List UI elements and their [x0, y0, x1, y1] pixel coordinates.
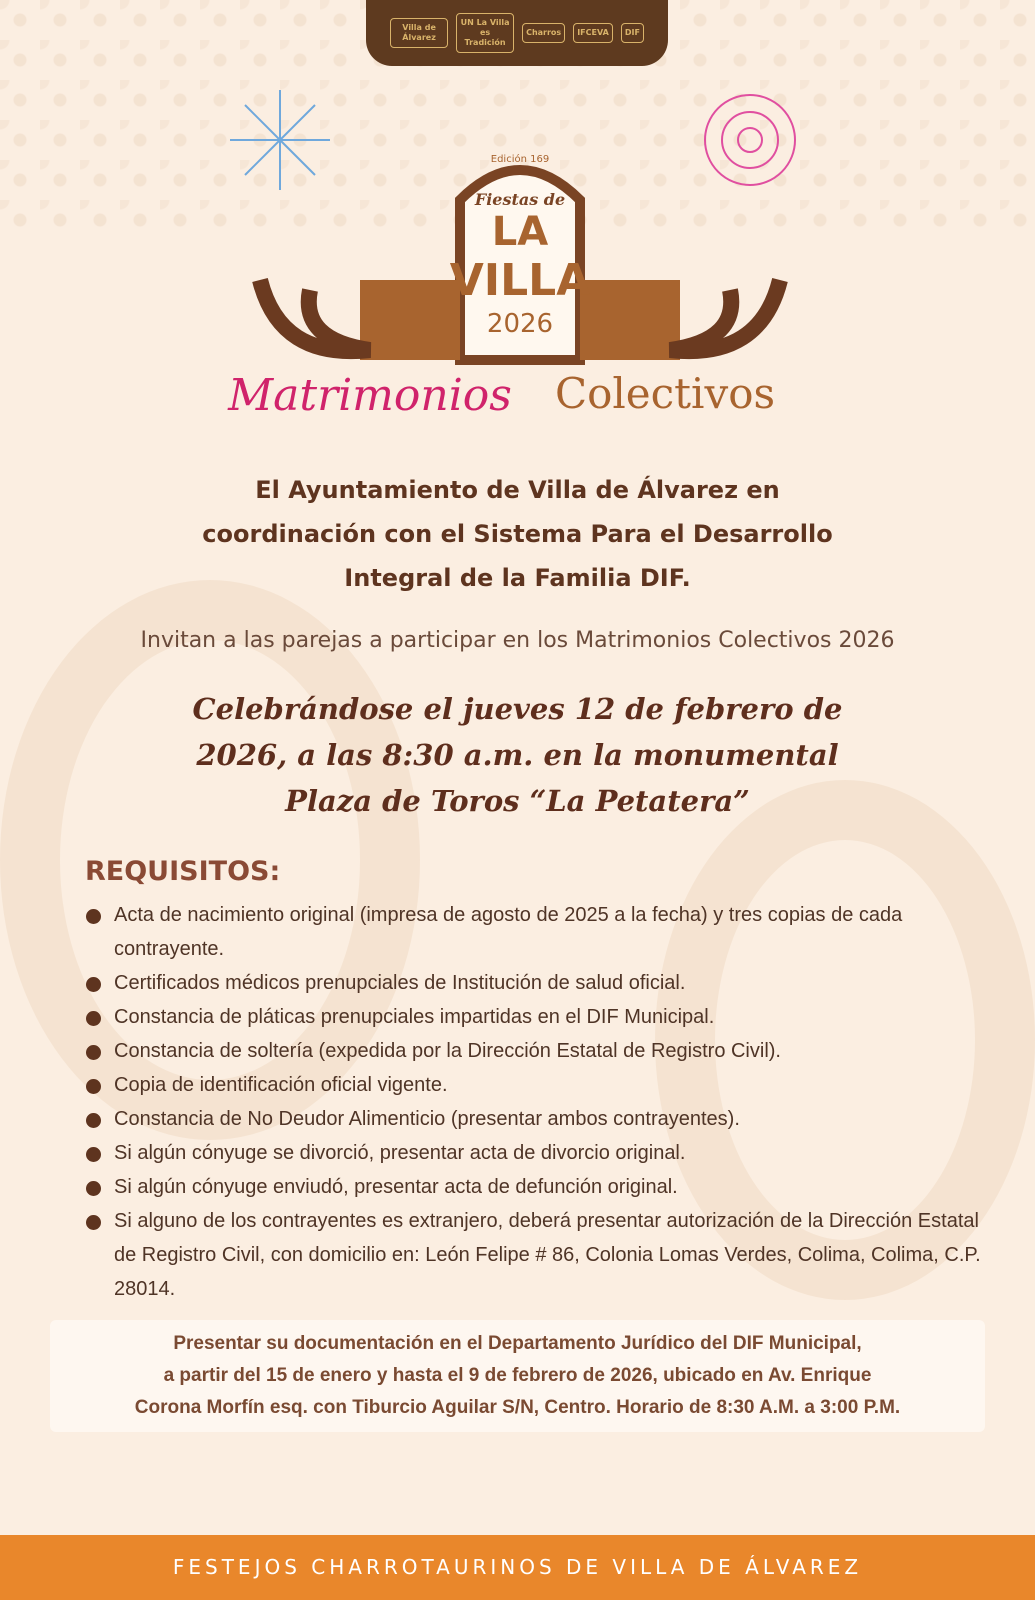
fiestas-la-villa-logo [220, 80, 820, 450]
requirement-item: Si algún cónyuge se divorció, presentar acta de divorcio original. [86, 1136, 986, 1170]
svg-text:Colectivos: Colectivos [554, 369, 776, 418]
sponsor-bar [366, 0, 668, 66]
event-date-text [60, 686, 975, 824]
logo-edition: Edición 169 [490, 154, 550, 165]
intro-line: coordinación con el Sistema Para el Desarrollo [202, 520, 833, 548]
ornament-right [670, 280, 780, 351]
sponsor-logo: UN La Villa es Tradición [456, 13, 514, 53]
requirement-item: Si alguno de los contrayentes es extranjero, deberá presentar autorización de la Dirección Estatal de Registro Civil, con domicilio en: León Felipe # 86, Colonia Lomas Verdes, Colima, Colima, C.P. 28014. [86, 1204, 986, 1306]
requirements-list [86, 898, 986, 1306]
footer-banner: FESTEJOS CHARROTAURINOS DE VILLA DE ÁLVAREZ [0, 1535, 1035, 1600]
requirement-item: Constancia de No Deudor Alimenticio (presentar ambos contrayentes). [86, 1102, 986, 1136]
requirement-item: Constancia de pláticas prenupciales impartidas en el DIF Municipal. [86, 1000, 986, 1034]
svg-text:VILLA: VILLA [449, 255, 591, 306]
intro-line: Integral de la Familia DIF. [344, 564, 691, 592]
requirement-item: Certificados médicos prenupciales de Institución de salud oficial. [86, 966, 986, 1000]
requirement-item: Constancia de soltería (expedida por la Dirección Estatal de Registro Civil). [86, 1034, 986, 1068]
svg-text:2026: 2026 [486, 309, 554, 339]
ornament-left [260, 280, 370, 351]
requirement-item: Copia de identificación oficial vigente. [86, 1068, 986, 1102]
svg-text:Fiestas de: Fiestas de [474, 190, 566, 209]
intro-line: El Ayuntamiento de Villa de Álvarez en [255, 476, 780, 504]
invitation-text: Invitan a las parejas a participar en los Matrimonios Colectivos 2026 [140, 628, 895, 653]
svg-text:LA: LA [491, 209, 549, 255]
firework-icon [230, 90, 330, 190]
organizers-text [40, 468, 995, 600]
date-line: 2026, a las 8:30 a.m. en la monumental [196, 738, 839, 772]
notice-line: Presentar su documentación en el Departamento Jurídico del DIF Municipal, [173, 1333, 862, 1354]
notice-line: Corona Morfín esq. con Tiburcio Aguilar S/N, Centro. Horario de 8:30 A.M. a 3:00 P.M. [134, 1397, 901, 1418]
requirement-item: Acta de nacimiento original (impresa de agosto de 2025 a la fecha) y tres copias de cada contrayente. [86, 898, 986, 966]
requirement-item: Si algún cónyuge enviudó, presentar acta de defunción original. [86, 1170, 986, 1204]
sponsor-logo: Charros [522, 23, 565, 43]
submission-notice [50, 1320, 985, 1432]
sponsor-logo: Villa de Álvarez [390, 18, 448, 48]
date-line: Plaza de Toros “La Petatera” [285, 784, 750, 818]
sponsor-logo: IFCEVA [573, 23, 613, 43]
bullring-fence [580, 280, 680, 360]
svg-text:Matrimonios: Matrimonios [228, 370, 512, 421]
requirements-title: REQUISITOS: [85, 856, 281, 887]
firework-icon [705, 95, 795, 185]
date-line: Celebrándose el jueves 12 de febrero de [192, 692, 843, 726]
sponsor-logo: DIF [621, 23, 644, 43]
bullring-fence [360, 280, 460, 360]
notice-line: a partir del 15 de enero y hasta el 9 de febrero de 2026, ubicado en Av. Enrique [163, 1365, 872, 1386]
